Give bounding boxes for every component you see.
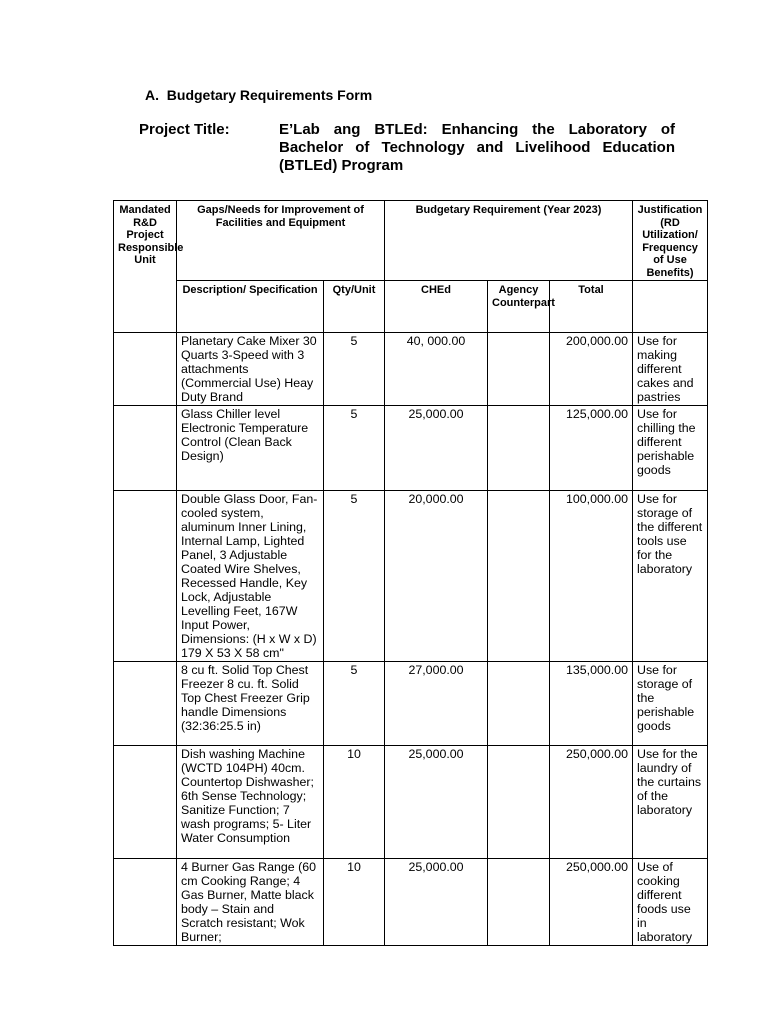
header-gaps-needs: Gaps/Needs for Improvement of Facilities and Equipment	[177, 201, 385, 281]
cell-qty: 10	[324, 859, 385, 946]
cell-total: 200,000.00	[550, 333, 633, 406]
cell-ched: 27,000.00	[385, 662, 488, 746]
cell-total: 125,000.00	[550, 406, 633, 491]
cell-description: 4 Burner Gas Range (60 cm Cooking Range; 4 Gas Burner, Matte black body – Stain and Scratch resistant; Wok Burner;	[177, 859, 324, 946]
header-total: Total	[550, 281, 633, 333]
cell-description: Glass Chiller level Electronic Temperature Control (Clean Back Design)	[177, 406, 324, 491]
table-row	[114, 746, 708, 859]
header-agency-counterpart: Agency Counterpart	[488, 281, 550, 333]
cell-unit	[114, 491, 177, 662]
cell-unit	[114, 746, 177, 859]
section-heading	[145, 87, 372, 103]
cell-unit	[114, 333, 177, 406]
cell-agency	[488, 746, 550, 859]
cell-agency	[488, 859, 550, 946]
section-title: Budgetary Requirements Form	[166, 87, 373, 103]
cell-ched: 25,000.00	[385, 406, 488, 491]
cell-justification: Use for storage of the different tools use for the laboratory	[633, 491, 708, 662]
header-budgetary-requirement: Budgetary Requirement (Year 2023)	[385, 201, 633, 281]
section-letter: A.	[145, 87, 159, 103]
cell-total: 100,000.00	[550, 491, 633, 662]
project-title: E’Lab ang BTLEd: Enhancing the Laboratory of Bachelor of Technology and Livelihood Education (BTLEd) Program	[279, 121, 675, 174]
cell-total: 135,000.00	[550, 662, 633, 746]
table-row	[114, 859, 708, 946]
cell-unit	[114, 662, 177, 746]
cell-ched: 40, 000.00	[385, 333, 488, 406]
cell-qty: 5	[324, 406, 385, 491]
cell-ched: 20,000.00	[385, 491, 488, 662]
table-row	[114, 333, 708, 406]
budget-table	[113, 200, 708, 946]
cell-ched: 25,000.00	[385, 746, 488, 859]
table-row	[114, 662, 708, 746]
header-qty: Qty/Unit	[324, 281, 385, 333]
cell-agency	[488, 406, 550, 491]
cell-qty: 5	[324, 491, 385, 662]
cell-agency	[488, 662, 550, 746]
table-row	[114, 491, 708, 662]
table-row	[114, 406, 708, 491]
header-justification-blank	[633, 281, 708, 333]
cell-qty: 5	[324, 662, 385, 746]
cell-total: 250,000.00	[550, 859, 633, 946]
header-ched: CHEd	[385, 281, 488, 333]
cell-unit	[114, 406, 177, 491]
cell-description: 8 cu ft. Solid Top Chest Freezer 8 cu. ft. Solid Top Chest Freezer Grip handle Dimensions (32:36:25.5 in)	[177, 662, 324, 746]
cell-justification: Use of cooking different foods use in laboratory	[633, 859, 708, 946]
cell-justification: Use for making different cakes and pastries	[633, 333, 708, 406]
header-responsible-unit: Mandated R&D Project Responsible Unit	[114, 201, 177, 333]
cell-unit	[114, 859, 177, 946]
cell-agency	[488, 333, 550, 406]
cell-justification: Use for storage of the perishable goods	[633, 662, 708, 746]
cell-justification: Use for chilling the different perishable goods	[633, 406, 708, 491]
cell-total: 250,000.00	[550, 746, 633, 859]
cell-qty: 5	[324, 333, 385, 406]
header-description: Description/ Specification	[177, 281, 324, 333]
cell-description: Planetary Cake Mixer 30 Quarts 3-Speed with 3 attachments (Commercial Use) Heay Duty Brand	[177, 333, 324, 406]
header-justification: Justification (RD Utilization/ Frequency of Use Benefits)	[633, 201, 708, 281]
cell-description: Double Glass Door, Fan-cooled system, aluminum Inner Lining, Internal Lamp, Lighted Panel, 3 Adjustable Coated Wire Shelves, Recessed Handle, Key Lock, Adjustable Levelling Feet, 167W Input Power, Dimensions: (H x W x D) 179 X 53 X 58 cm"	[177, 491, 324, 662]
cell-description: Dish washing Machine (WCTD 104PH) 40cm. Countertop Dishwasher; 6th Sense Technology; Sanitize Function; 7 wash programs; 5- Liter Water Consumption	[177, 746, 324, 859]
cell-justification: Use for the laundry of the curtains of the laboratory	[633, 746, 708, 859]
cell-qty: 10	[324, 746, 385, 859]
cell-ched: 25,000.00	[385, 859, 488, 946]
cell-agency	[488, 491, 550, 662]
project-title-label: Project Title:	[139, 121, 230, 138]
